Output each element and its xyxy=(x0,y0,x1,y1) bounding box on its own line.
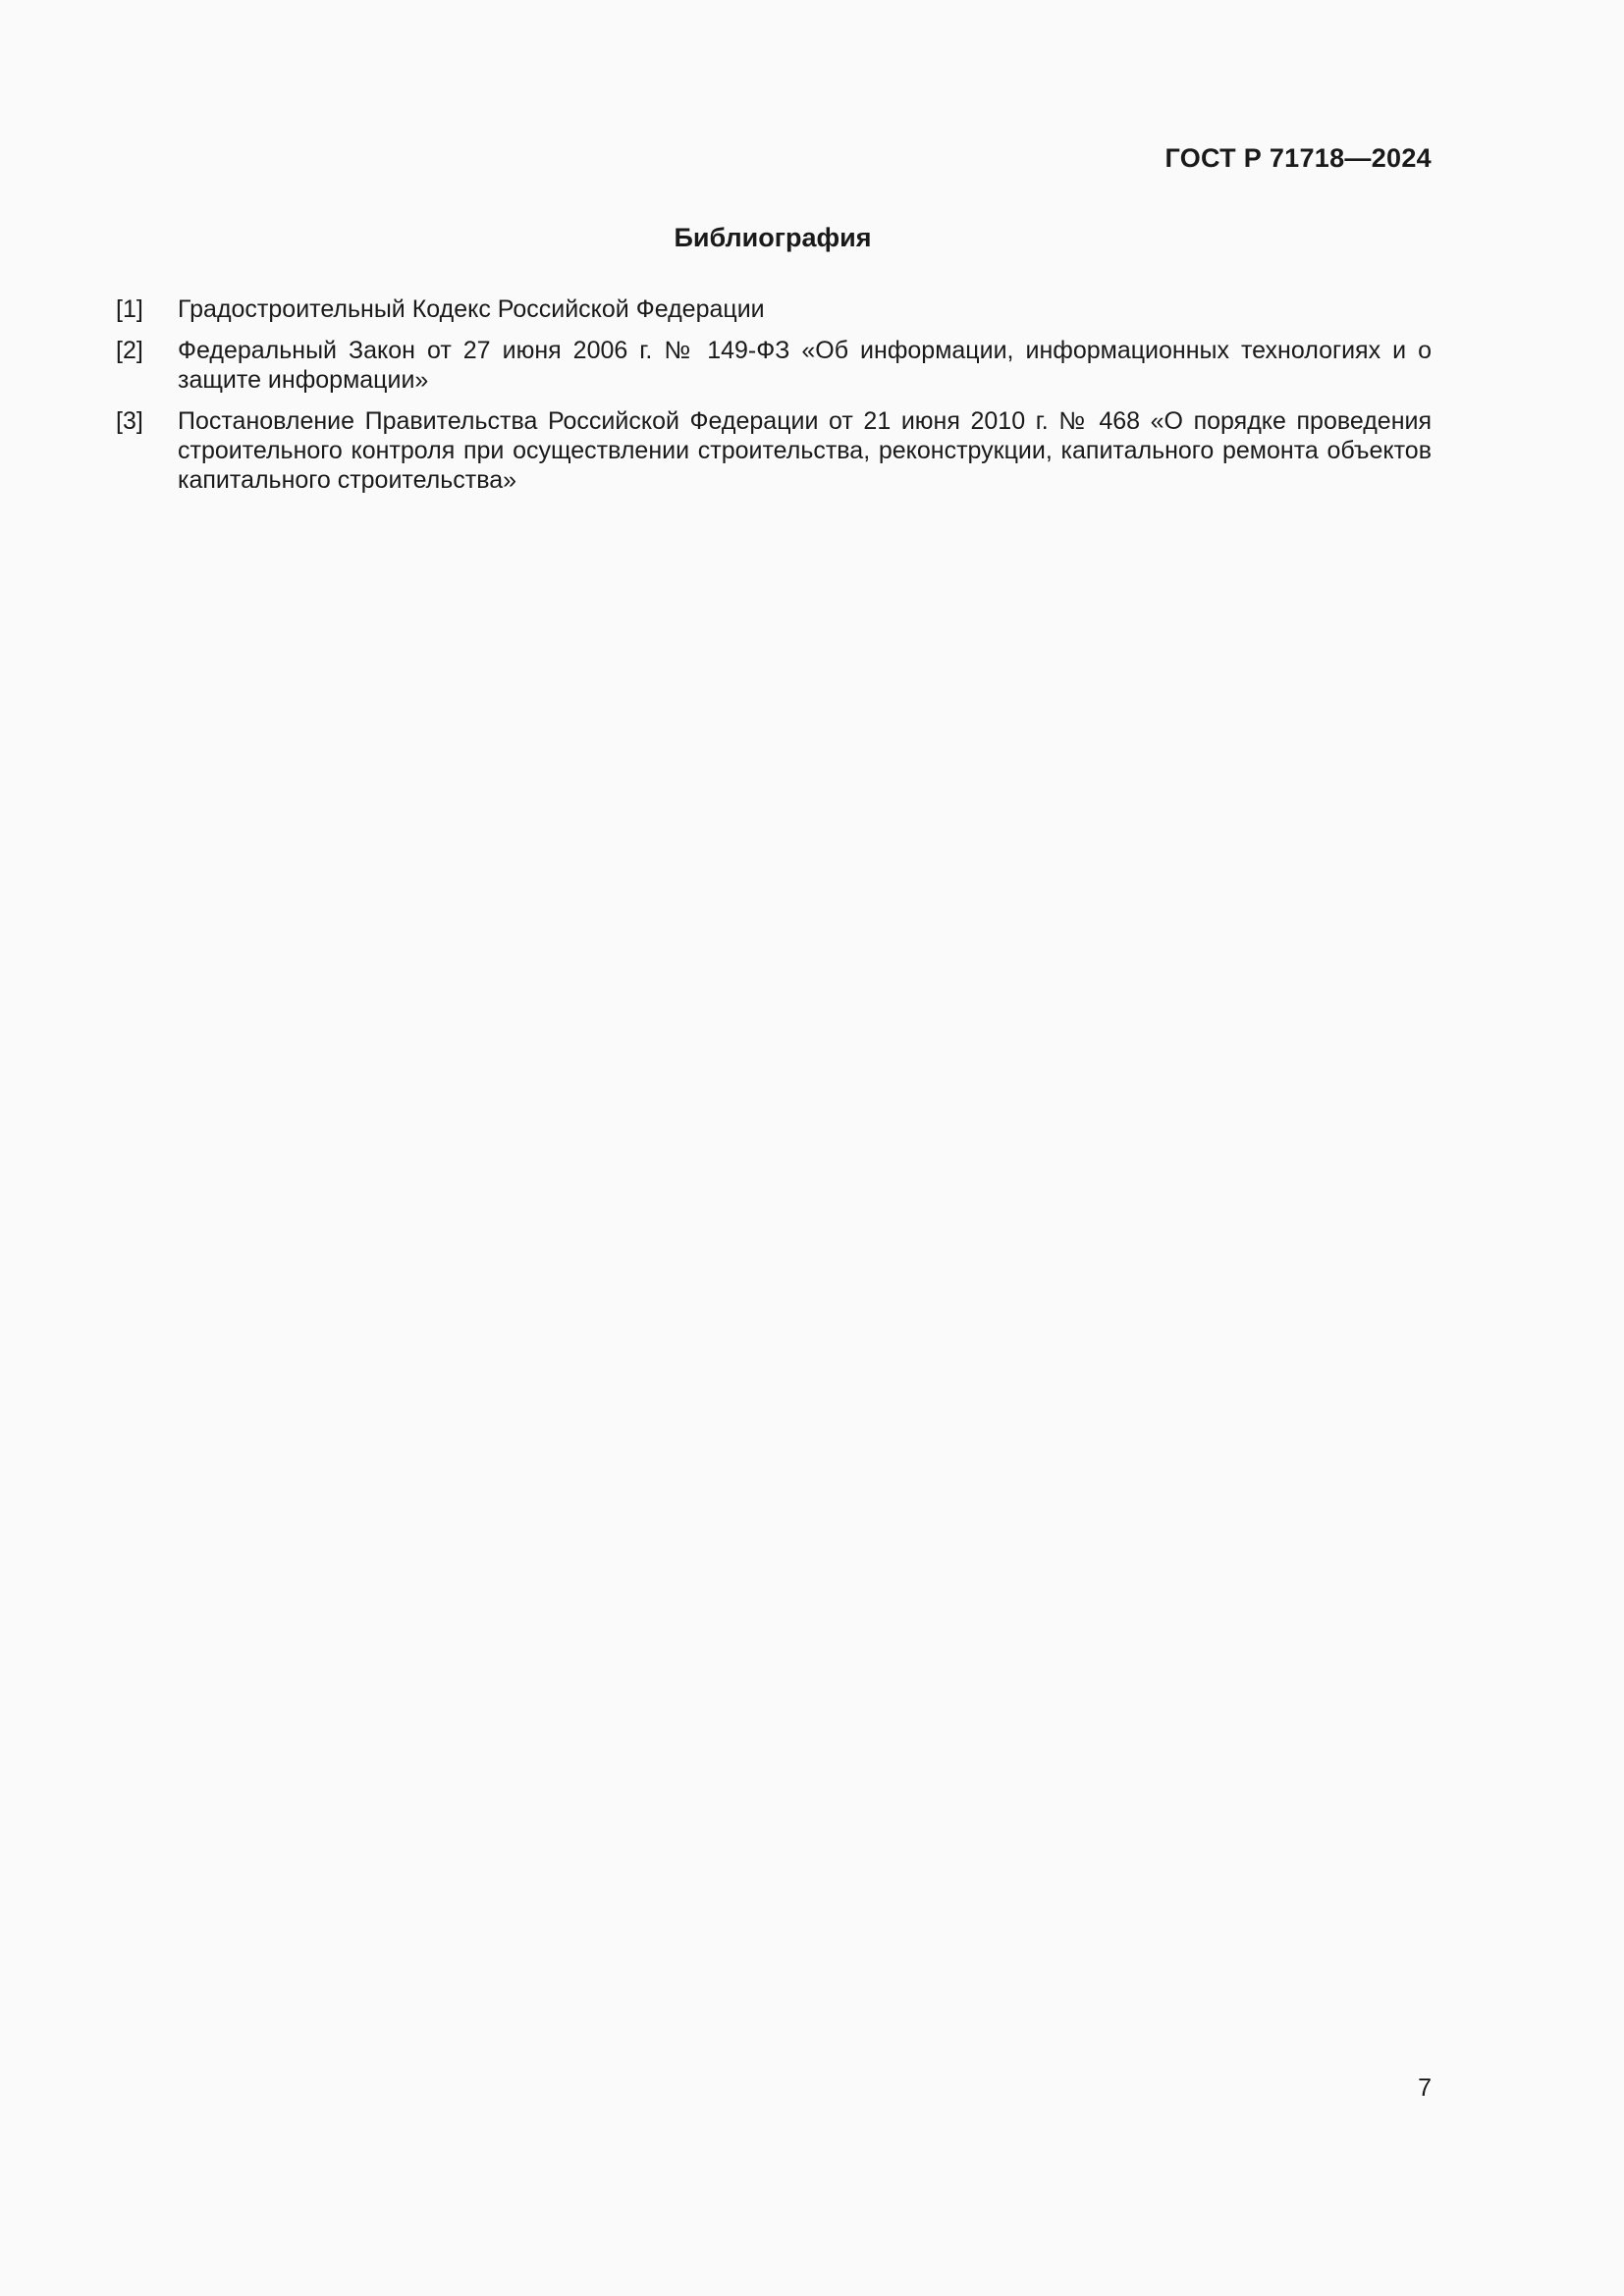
reference-number: [2] xyxy=(116,337,143,364)
bibliography-list xyxy=(116,294,1432,507)
bibliography-item xyxy=(116,294,1432,324)
reference-text: Постановление Правительства Российской Федерации от 21 июня 2010 г. № 468 «О порядке проведения строительного контроля при осуществлении строительства, реконструкции, капитального ремонта объектов капитального строительства» xyxy=(178,407,1432,494)
bibliography-item xyxy=(116,406,1432,495)
reference-number: [1] xyxy=(116,295,143,323)
bibliography-item xyxy=(116,336,1432,395)
section-title: Библиография xyxy=(674,223,872,252)
document-code: ГОСТ Р 71718—2024 xyxy=(1164,143,1432,173)
reference-number: [3] xyxy=(116,407,143,435)
reference-text: Федеральный Закон от 27 июня 2006 г. № 149-ФЗ «Об информации, информационных технологиях и о защите информации» xyxy=(178,337,1432,394)
page-number: 7 xyxy=(1418,2074,1432,2102)
reference-text: Градостроительный Кодекс Российской Федерации xyxy=(178,295,765,323)
